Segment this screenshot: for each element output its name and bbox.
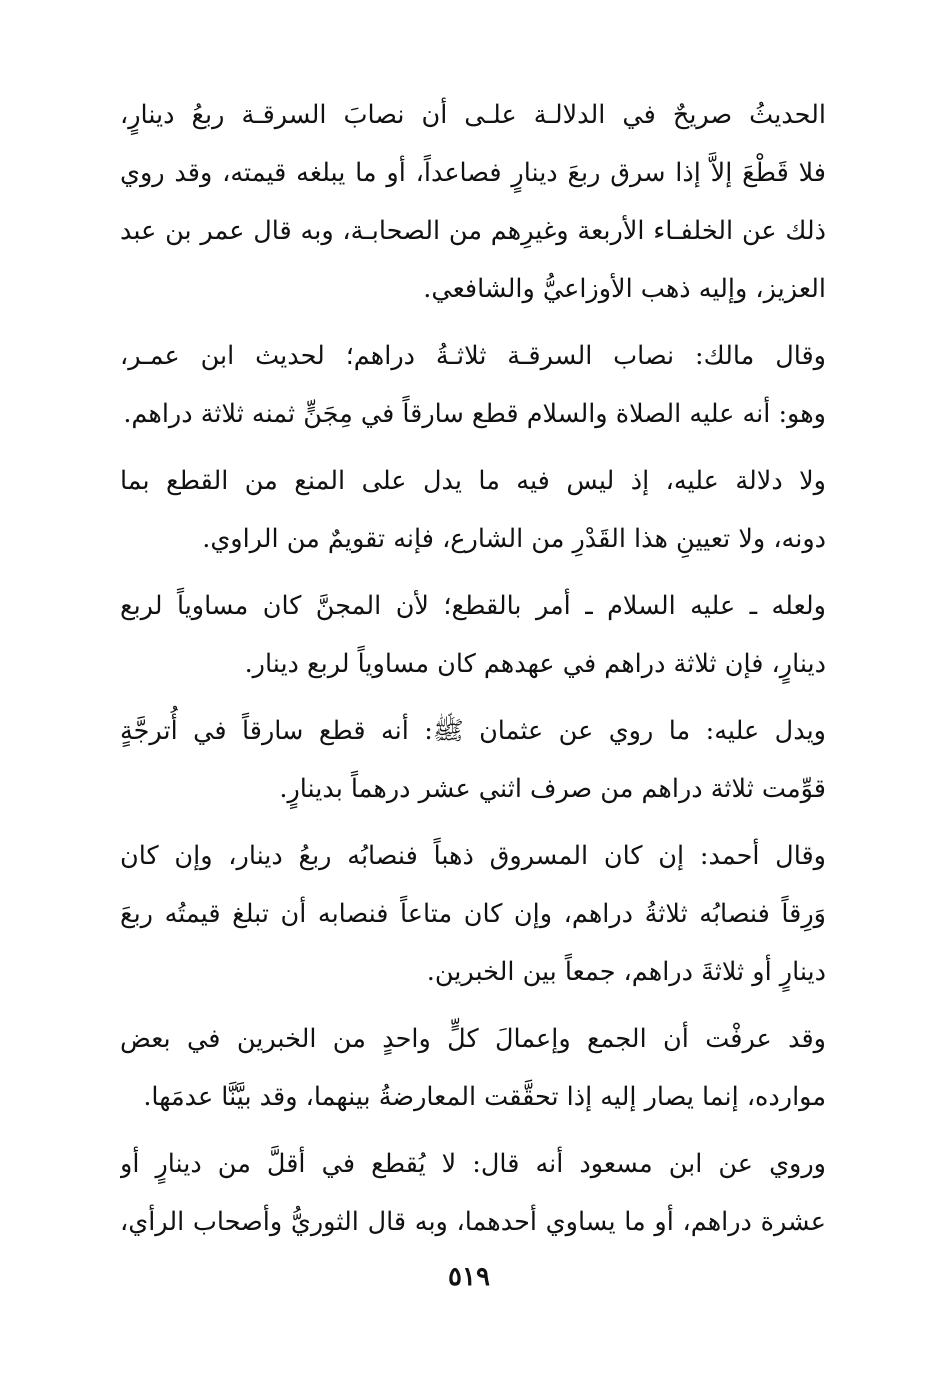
text-line: ذلك عن الخلفـاء الأربعة وغيرِهم من الصحابـة، وبه قال عمر بن عبد	[120, 216, 826, 246]
text-line: وقال مالك: نصاب السرقـة ثلاثـةُ دراهم؛ لحديث ابن عمـر،	[120, 341, 826, 371]
text-line: ولا دلالة عليه، إذ ليس فيه ما يدل على المنع من القطع بما	[120, 466, 826, 496]
paragraph	[120, 1010, 826, 1126]
text-line: دينارٍ، فإن ثلاثة دراهم في عهدهم كان مساوياً لربع دينار.	[244, 649, 826, 679]
page-number: ٥١٩	[448, 1262, 490, 1292]
text-line: عشرة دراهم، أو ما يساوي أحدهما، وبه قال الثوريُّ وأصحاب الرأي،	[120, 1207, 826, 1237]
paragraph	[120, 327, 826, 443]
text-line: الحديثُ صريحٌ في الدلالـة علـى أن نصابَ السرقـة ربعُ دينارٍ،	[120, 100, 826, 130]
text-line: دونه، ولا تعيينِ هذا القَدْرِ من الشارع، فإنه تقويمٌ من الراوي.	[202, 524, 826, 554]
paragraph	[120, 452, 826, 568]
text-line: وقد عرفْت أن الجمع وإعمالَ كلٍّ واحدٍ من الخبرين في بعض	[120, 1024, 826, 1054]
text-line: وقال أحمد: إن كان المسروق ذهباً فنصابُه ربعُ دينار، وإن كان	[120, 841, 826, 871]
text-line: ولعله ـ عليه السلام ـ أمر بالقطع؛ لأن المجنَّ كان مساوياً لربع	[120, 591, 826, 621]
text-line: قوِّمت ثلاثة دراهم من صرف اثني عشر درهماً بدينارٍ.	[279, 774, 826, 804]
text-line: وروي عن ابن مسعود أنه قال: لا يُقطع في أقلَّ من دينارٍ أو	[120, 1149, 826, 1179]
text-line: فلا قَطْعَ إلاَّ إذا سرق ربعَ دينارٍ فصاعداً، أو ما يبلغه قيمته، وقد روي	[120, 158, 826, 188]
paragraph	[120, 86, 826, 318]
body-text	[120, 86, 826, 1260]
text-line: موارده، إنما يصار إليه إذا تحقَّقت المعارضةُ بينهما، وقد بيَّنَّا عدمَها.	[143, 1082, 826, 1112]
text-line: دينارٍ أو ثلاثةَ دراهم، جمعاً بين الخبرين.	[426, 957, 826, 987]
text-line: وَرِقاً فنصابُه ثلاثةُ دراهم، وإن كان متاعاً فنصابه أن تبلغ قيمتُه ربعَ	[120, 899, 826, 929]
paragraph	[120, 1135, 826, 1251]
paragraph	[120, 577, 826, 693]
text-line: وهو: أنه عليه الصلاة والسلام قطع سارقاً في مِجَنٍّ ثمنه ثلاثة دراهم.	[123, 399, 826, 429]
text-line: العزيز، وإليه ذهب الأوزاعيُّ والشافعي.	[423, 274, 826, 304]
text-line: ويدل عليه: ما روي عن عثمان ﷺ: أنه قطع سارقاً في أُترجَّةٍ	[120, 716, 826, 746]
paragraph	[120, 827, 826, 1001]
paragraph	[120, 702, 826, 818]
